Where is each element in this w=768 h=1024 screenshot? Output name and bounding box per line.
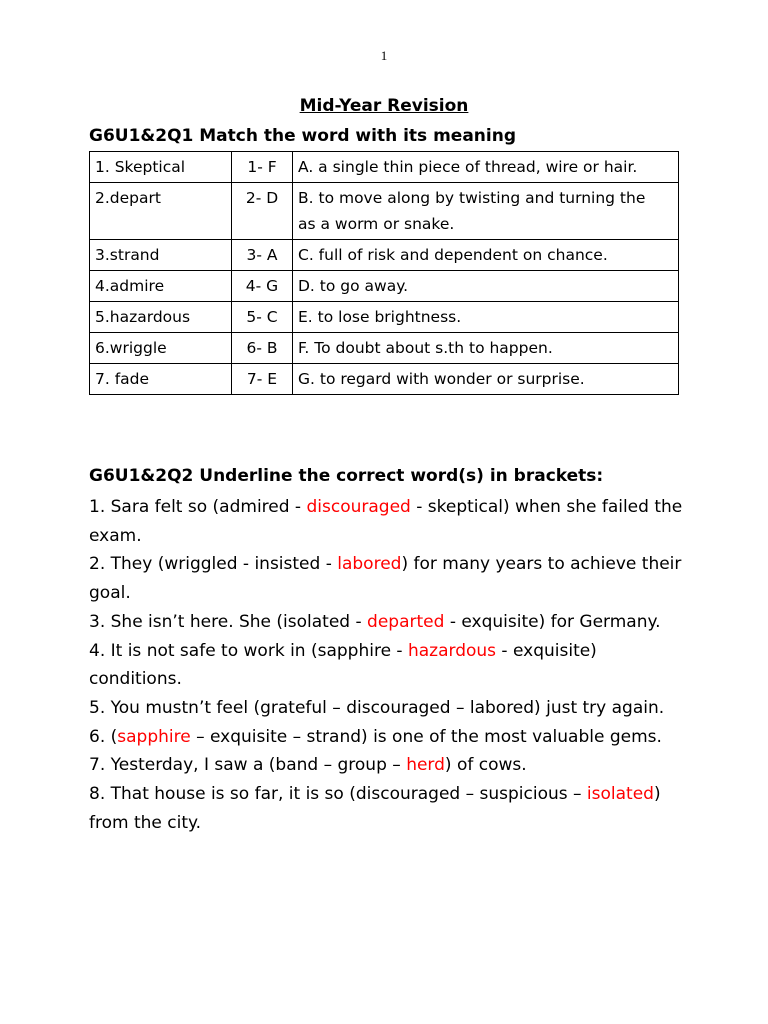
sentence-text: 4. It is not safe to work in (sapphire - [89,640,408,661]
sentence-text: - exquisite) for Germany. [444,611,661,632]
sentence [89,608,689,637]
definition-cell: C. full of risk and dependent on chance. [293,240,679,271]
page-number: 1 [380,48,388,63]
definition-cell [293,183,679,240]
document-title: Mid-Year Revision [299,96,469,116]
sentence-text: 2. They (wriggled - insisted - [89,554,338,575]
sentence [89,493,689,550]
table-row [90,183,679,240]
answer-cell: 5- C [232,302,293,333]
definition-line: B. to move along by twisting and turning the [298,189,646,207]
word-cell: 7. fade [90,364,232,395]
word-cell: 1. Skeptical [90,152,232,183]
answer-cell: 2- D [232,183,293,240]
table-row [90,364,679,395]
definition-line: as a worm or snake. [298,215,455,233]
sentence-text: 3. She isn’t here. She (isolated - [89,611,368,632]
table-row [90,333,679,364]
definition-cell: A. a single thin piece of thread, wire or hair. [293,152,679,183]
word-cell: 2.depart [90,183,232,240]
sentence [89,550,689,607]
correct-answer: sapphire [117,726,191,747]
definition-cell: F. To doubt about s.th to happen. [293,333,679,364]
sentence-text: ) for many years to achieve their goal. [89,554,682,604]
q1-heading: G6U1&2Q1 Match the word with its meaning [89,126,517,146]
sentence-text: 7. Yesterday, I saw a (band – group – [89,755,407,776]
correct-answer: isolated [586,784,654,805]
table-row [90,152,679,183]
sentence-list [89,493,689,837]
sentence-text: - exquisite) conditions. [89,640,597,690]
sentence-text: 1. Sara felt so (admired - [89,497,307,517]
correct-answer: labored [337,554,402,575]
word-cell: 4.admire [90,271,232,302]
definition-cell: E. to lose brightness. [293,302,679,333]
sentence [89,780,689,837]
word-cell: 3.strand [90,240,232,271]
sentence-text: – exquisite – strand) is one of the most valuable gems. [190,726,662,747]
sentence [89,723,689,752]
sentence-text: 5. You mustn’t feel (grateful – discouraged – labored) just try again. [89,697,665,718]
word-cell: 6.wriggle [90,333,232,364]
table-row [90,302,679,333]
answer-cell: 4- G [232,271,293,302]
table-row [90,240,679,271]
correct-answer: departed [367,611,445,632]
word-cell: 5.hazardous [90,302,232,333]
sentence [89,637,689,694]
sentence-text: 8. That house is so far, it is so (discouraged – suspicious – [89,784,587,805]
definition-cell: D. to go away. [293,271,679,302]
table-row [90,271,679,302]
answer-cell: 6- B [232,333,293,364]
sentence-text: ) of cows. [444,755,527,776]
sentence [89,694,689,723]
sentence [89,751,689,780]
answer-cell: 3- A [232,240,293,271]
sentence-text: ) from the city. [89,784,661,833]
q2-heading: G6U1&2Q2 Underline the correct word(s) in brackets: [89,466,604,486]
correct-answer: herd [406,755,445,776]
correct-answer: hazardous [407,640,497,661]
definition-cell: G. to regard with wonder or surprise. [293,364,679,395]
correct-answer: discouraged [306,497,411,517]
sentence-text: 6. ( [89,726,118,747]
matching-table [89,151,679,395]
answer-cell: 7- E [232,364,293,395]
sentence-text: - skeptical) when she failed the exam. [89,497,683,546]
answer-cell: 1- F [232,152,293,183]
